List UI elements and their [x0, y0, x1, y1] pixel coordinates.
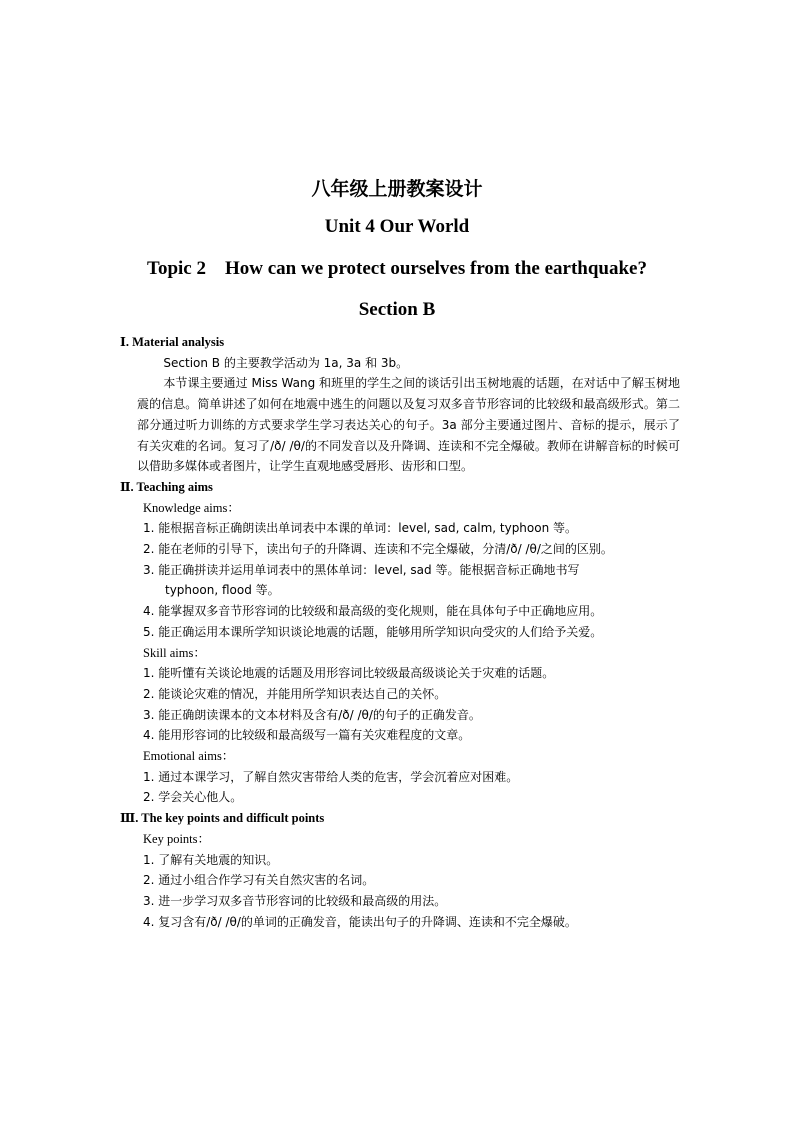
emotional-aim-1: 1. 通过本课学习，了解自然灾害带给人类的危害，学会沉着应对困难。: [143, 769, 519, 784]
key-point-1: 1. 了解有关地震的知识。: [143, 852, 279, 867]
knowledge-aim-2: 2. 能在老师的引导下，读出句子的升降调、连读和不完全爆破，分清/ð/ /θ/之间的区别。: [143, 542, 613, 557]
knowledge-aims-label: Knowledge aims：: [143, 500, 240, 515]
knowledge-aim-4: 4. 能掌握双多音节形容词的比较级和最高级的变化规则，能在具体句子中正确地应用。: [143, 604, 603, 619]
knowledge-aim-3-continued: typhoon, flood 等。: [165, 583, 280, 598]
material-paragraph-2: 本节课主要通过 Miss Wang 和班里的学生之间的谈话引出玉树地震的话题，在对话中了解玉树地震的信息。简单讲述了如何在地震中逃生的问题以及复习双多音节形容词的比较级和最高级形式。第二部分通过听力训练的方式要求学生学习表达关心的句子。3a 部分主要通过图片、音标的提示，展示了有关灾难的名词。复习了/ð/ /θ/的不同发音以及升降调、连读和不完全爆破。教师在讲解音标的时候可以借助多媒体或者图片，让学生直观地感受唇形、齿形和口型。: [137, 376, 680, 474]
material-paragraph-1: Section B 的主要教学活动为 1a, 3a 和 3b。: [163, 355, 409, 370]
emotional-aim-2: 2. 学会关心他人。: [143, 790, 243, 805]
skill-aim-3: 3. 能正确朗读课本的文本材料及含有/ð/ /θ/的句子的正确发音。: [143, 707, 481, 722]
knowledge-aim-5: 5. 能正确运用本课所学知识谈论地震的话题，能够用所学知识向受灾的人们给予关爱。: [143, 624, 603, 639]
document-body: [120, 332, 680, 932]
key-point-2: 2. 通过小组合作学习有关自然灾害的名词。: [143, 873, 375, 888]
skill-aim-2: 2. 能谈论灾难的情况，并能用所学知识表达自己的关怀。: [143, 686, 447, 701]
skill-aim-1: 1. 能听懂有关谈论地震的话题及用形容词比较级最高级谈论关于灾难的话题。: [143, 666, 555, 681]
heading-material-analysis: Ⅰ. Material analysis: [120, 335, 225, 349]
skill-aims-label: Skill aims：: [143, 645, 206, 660]
topic-title: Topic 2 How can we protect ourselves from the earthquake?: [147, 258, 647, 279]
heading-key-points: Ⅲ. The key points and difficult points: [120, 811, 325, 826]
heading-teaching-aims: Ⅱ. Teaching aims: [120, 479, 213, 494]
skill-aim-4: 4. 能用形容词的比较级和最高级写一篇有关灾难程度的文章。: [143, 728, 471, 743]
unit-title: Unit 4 Our World: [324, 216, 470, 237]
key-point-3: 3. 进一步学习双多音节形容词的比较级和最高级的用法。: [143, 893, 447, 908]
emotional-aims-label: Emotional aims：: [143, 749, 235, 764]
document-title: 八年级上册教案设计: [311, 178, 483, 200]
knowledge-aim-3: 3. 能正确拼读并运用单词表中的黑体单词：level, sad 等。能根据音标正确地书写: [143, 562, 580, 577]
key-point-4: 4. 复习含有/ð/ /θ/的单词的正确发音，能读出句子的升降调、连读和不完全爆破。: [143, 914, 577, 929]
knowledge-aim-1: 1. 能根据音标正确朗读出单词表中本课的单词：level, sad, calm, typhoon 等。: [143, 521, 578, 536]
key-points-label: Key points：: [143, 831, 211, 846]
section-title: Section B: [358, 299, 436, 320]
